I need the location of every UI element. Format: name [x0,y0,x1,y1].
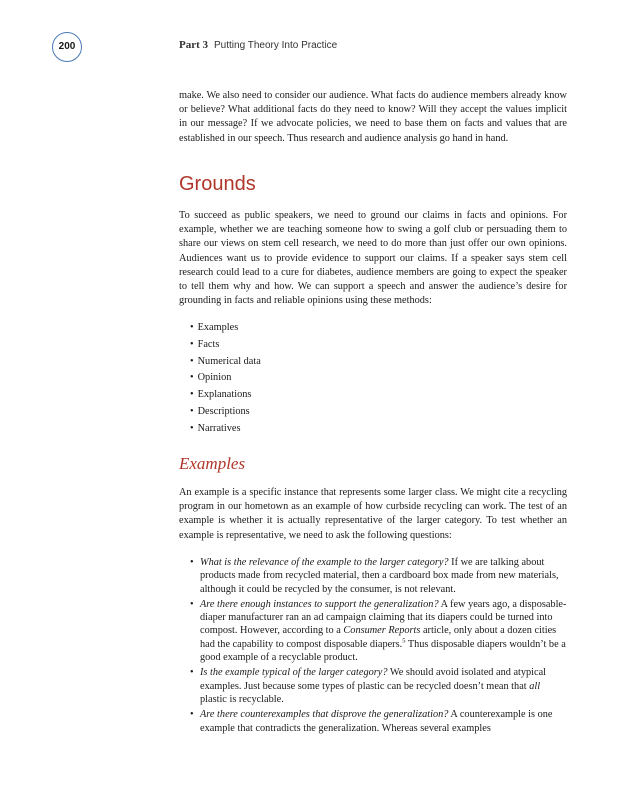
list-item: • Examples [190,320,261,337]
question-answer: article, only about a dozen cities had the capability to compost disposable diapers. [200,625,557,650]
part-title: Putting Theory Into Practice [214,40,338,51]
list-item: • Explanations [190,387,261,404]
grounds-heading: Grounds [179,173,256,195]
question-answer: If we are talking about products made from recycled material, then a cardboard box made from new materials, although it could be recycled by the consumer, is not relevant. [200,557,559,595]
question-answer: We should avoid isolated and atypical examples. Just because some types of plastic can be recycled doesn’t mean that [200,667,547,692]
question-item [190,598,567,664]
question-item [190,556,567,596]
question-text: Is the example typical of the larger category? [200,667,388,679]
methods-list [190,320,261,438]
source-title: Consumer Reports [343,625,421,637]
emphasis-word: all [529,680,541,692]
questions-list [190,556,567,735]
intro-paragraph: make. We also need to consider our audience. What facts do audience members already know or believe? What additional facts do they need to know? Will they accept the values implicit in our message? If we advocate policies, we need to base them on facts and values that are established in our speech. Thus research and audience analysis go hand in hand. [179,90,567,144]
list-item: • Narratives [190,421,261,438]
list-item: • Numerical data [190,354,261,371]
question-answer: plastic is recyclable. [200,693,284,705]
question-answer: Thus disposable diapers wouldn’t be a good example of a recyclable product. [200,638,566,664]
question-text: What is the relevance of the example to the larger category? [200,557,449,568]
grounds-paragraph: To succeed as public speakers, we need to ground our claims in facts and opinions. For example, whether we are teaching someone how to swing a golf club or persuading them to share our views on stem cell research, we need to do more than just offer our own opinions. Audiences want us to provide evidence to support our claims. If a speaker says stem cell research could lead to a cure for diabetes, audience members are going to expect the speaker to tell them why and how. We can support a speech and answer the audience’s desire for grounding in facts and reliable opinions using these methods: [179,210,567,307]
footnote-marker: 5 [402,637,406,645]
list-item: • Descriptions [190,404,261,421]
question-item [190,708,567,735]
running-head [179,39,337,51]
list-item: • Opinion [190,370,261,387]
examples-heading: Examples [179,454,246,473]
question-item [190,666,567,706]
question-text: Are there counterexamples that disprove the generalization? [200,709,449,721]
list-item: • Facts [190,337,261,354]
page-number: 200 [52,32,82,62]
examples-paragraph: An example is a specific instance that represents some larger class. We might cite a recycling program in our hometown as an example of how curbside recycling can work. The test of an example is whether it is actually representative of the larger category. To test whether an example is representative, we need to ask the following questions: [179,487,567,541]
part-label: Part 3 [179,39,209,51]
question-answer: A few years ago, a disposable-diaper manufacturer ran an ad campaign claiming that its diapers could be turned into compost. However, according to a [200,598,567,637]
question-answer: A counterexample is one example that contradicts the generalization. Whereas several examples [200,709,553,734]
question-text: Are there enough instances to support the generalization? [200,598,439,610]
